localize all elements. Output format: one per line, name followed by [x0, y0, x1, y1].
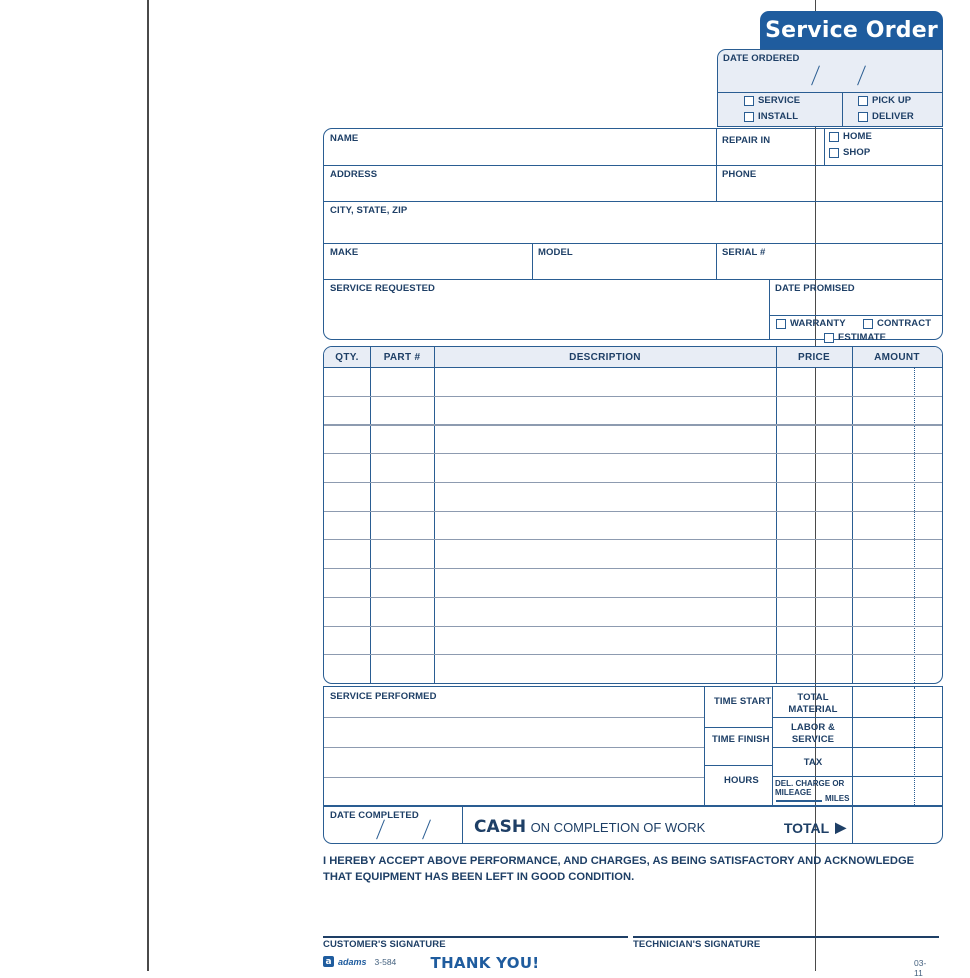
checkbox-deliver-label: DELIVER — [872, 111, 914, 123]
cash-total-bar — [323, 806, 943, 844]
checkbox-estimate[interactable] — [824, 333, 886, 343]
time-start-label: TIME START — [714, 696, 772, 707]
sp-totals-value-split — [852, 687, 853, 805]
table-row[interactable] — [324, 511, 942, 540]
column-header-description: DESCRIPTION — [569, 351, 641, 363]
checkbox-pickup-label: PICK UP — [872, 95, 912, 107]
service-performed-label: SERVICE PERFORMED — [330, 691, 437, 702]
column-header-qty: QTY. — [335, 351, 359, 363]
cashbar-split-1 — [462, 807, 463, 843]
total-label: TOTAL — [783, 819, 830, 836]
sp-rule-1 — [324, 717, 704, 718]
table-row[interactable] — [324, 367, 942, 396]
rule-name-bottom — [324, 165, 942, 166]
checkbox-shop[interactable] — [829, 148, 870, 158]
table-row[interactable] — [324, 539, 942, 568]
customer-equipment-block — [323, 128, 943, 344]
checkbox-icon[interactable] — [824, 333, 834, 343]
sp-rule-3 — [324, 777, 704, 778]
rule-city-bottom — [324, 243, 942, 244]
column-header-part: PART # — [383, 351, 421, 363]
cash-strong: CASH — [474, 817, 527, 837]
checkbox-icon[interactable] — [858, 96, 868, 106]
technician-signature-line[interactable] — [633, 936, 939, 938]
repair-in-label: REPAIR IN — [722, 135, 771, 146]
model-label: MODEL — [538, 247, 573, 258]
table-row[interactable] — [324, 424, 942, 453]
line-items-header — [324, 347, 942, 367]
checkbox-icon[interactable] — [829, 148, 839, 158]
revision-code: 03-11 — [914, 958, 927, 978]
cashbar-split-2 — [852, 807, 853, 843]
labor-service-label: LABOR & SERVICE — [791, 722, 835, 745]
acceptance-disclaimer: I HEREBY ACCEPT ABOVE PERFORMANCE, AND CHARGES, AS BEING SATISFACTORY AND ACKNOWLEDGE THAT EQUIPMENT HAS BEEN LEFT IN GOOD CONDITION. — [323, 855, 915, 883]
checkbox-icon[interactable] — [863, 319, 873, 329]
checkbox-deliver[interactable] — [858, 112, 914, 122]
checkbox-home-label: HOME — [843, 131, 872, 143]
product-code: 3-584 — [374, 956, 397, 967]
table-row[interactable] — [324, 654, 942, 683]
miles-label: MILES — [825, 794, 850, 803]
service-performed-block — [323, 686, 943, 806]
date-ordered-label: DATE ORDERED — [723, 53, 800, 64]
time-finish-label: TIME FINISH — [712, 734, 770, 745]
form-title-banner — [760, 11, 943, 49]
rule-datepromised-bottom — [769, 315, 942, 316]
column-header-price: PRICE — [797, 351, 831, 363]
serial-label: SERIAL # — [722, 247, 766, 258]
checkbox-install-label: INSTALL — [758, 111, 799, 123]
order-header-block — [717, 49, 943, 127]
checkbox-service-label: SERVICE — [758, 95, 801, 107]
rule-make-model-split — [532, 243, 533, 279]
cash-note — [474, 817, 705, 837]
checkbox-home[interactable] — [829, 132, 872, 142]
checkbox-icon[interactable] — [776, 319, 786, 329]
date-promised-label: DATE PROMISED — [775, 283, 855, 294]
total-label-group — [784, 819, 846, 836]
table-row[interactable] — [324, 568, 942, 597]
date-completed-slash-2 — [422, 820, 431, 840]
totals-cents-divider — [914, 687, 915, 805]
date-completed-label: DATE COMPLETED — [330, 810, 419, 821]
time-rule-2 — [704, 765, 772, 766]
miles-fill-line — [776, 800, 822, 802]
table-row[interactable] — [324, 626, 942, 655]
make-label: MAKE — [330, 247, 359, 258]
checkbox-service[interactable] — [744, 96, 800, 106]
checkbox-icon[interactable] — [744, 112, 754, 122]
column-header-amount: AMOUNT — [874, 351, 920, 363]
totals-rule-3 — [772, 776, 942, 777]
date-slash-2 — [857, 66, 866, 86]
name-label: NAME — [330, 133, 359, 144]
sp-time-split — [704, 687, 705, 805]
rule-name-phone-split — [716, 129, 717, 201]
delivery-charge-label: DEL. CHARGE OR MILEAGE — [775, 779, 845, 797]
hours-label: HOURS — [724, 775, 759, 786]
table-row[interactable] — [324, 396, 942, 425]
checkbox-install[interactable] — [744, 112, 798, 122]
date-completed-slash-1 — [376, 820, 385, 840]
total-material-label: TOTAL MATERIAL — [788, 692, 838, 715]
adams-logo-mark: a — [323, 956, 334, 967]
checkbox-warranty[interactable] — [776, 319, 846, 329]
customer-signature-label: CUSTOMER'S SIGNATURE — [323, 939, 446, 950]
rule-make-bottom — [324, 279, 942, 280]
orderblk-divider — [718, 92, 942, 93]
rule-address-bottom — [324, 201, 942, 202]
city-state-zip-label: CITY, STATE, ZIP — [330, 205, 408, 216]
checkbox-contract-label: CONTRACT — [877, 318, 932, 330]
arrow-right-icon: ▶ — [835, 819, 846, 835]
phone-label: PHONE — [722, 169, 757, 180]
checkbox-estimate-label: ESTIMATE — [838, 332, 887, 344]
customer-signature-line[interactable] — [323, 936, 628, 938]
checkbox-contract[interactable] — [863, 319, 931, 329]
time-rule-1 — [704, 727, 772, 728]
rule-model-serial-split — [716, 243, 717, 279]
table-row[interactable] — [324, 453, 942, 482]
cash-rest: ON COMPLETION OF WORK — [530, 820, 706, 835]
checkbox-pickup[interactable] — [858, 96, 911, 106]
table-row[interactable] — [324, 597, 942, 626]
rule-servicereq-split — [769, 279, 770, 339]
rule-repairin-split — [824, 129, 825, 165]
tax-label: TAX — [803, 756, 823, 768]
checkbox-icon[interactable] — [858, 112, 868, 122]
service-requested-label: SERVICE REQUESTED — [330, 283, 435, 294]
date-slash-1 — [811, 66, 820, 86]
totals-rule-1 — [772, 717, 942, 718]
checkbox-warranty-label: WARRANTY — [790, 318, 846, 330]
page-title: Service Order — [765, 17, 938, 43]
technician-signature-label: TECHNICIAN'S SIGNATURE — [633, 939, 761, 950]
checkbox-shop-label: SHOP — [843, 147, 871, 159]
adams-brand-name: adams — [338, 956, 367, 967]
address-label: ADDRESS — [330, 169, 378, 180]
checkbox-icon[interactable] — [829, 132, 839, 142]
table-row[interactable] — [324, 482, 942, 511]
line-items-table — [323, 346, 943, 684]
orderblk-vdivider — [842, 92, 843, 126]
sp-rule-2 — [324, 747, 704, 748]
thank-you-message: THANK YOU! — [430, 954, 540, 972]
checkbox-icon[interactable] — [744, 96, 754, 106]
service-order-form — [149, 0, 938, 978]
